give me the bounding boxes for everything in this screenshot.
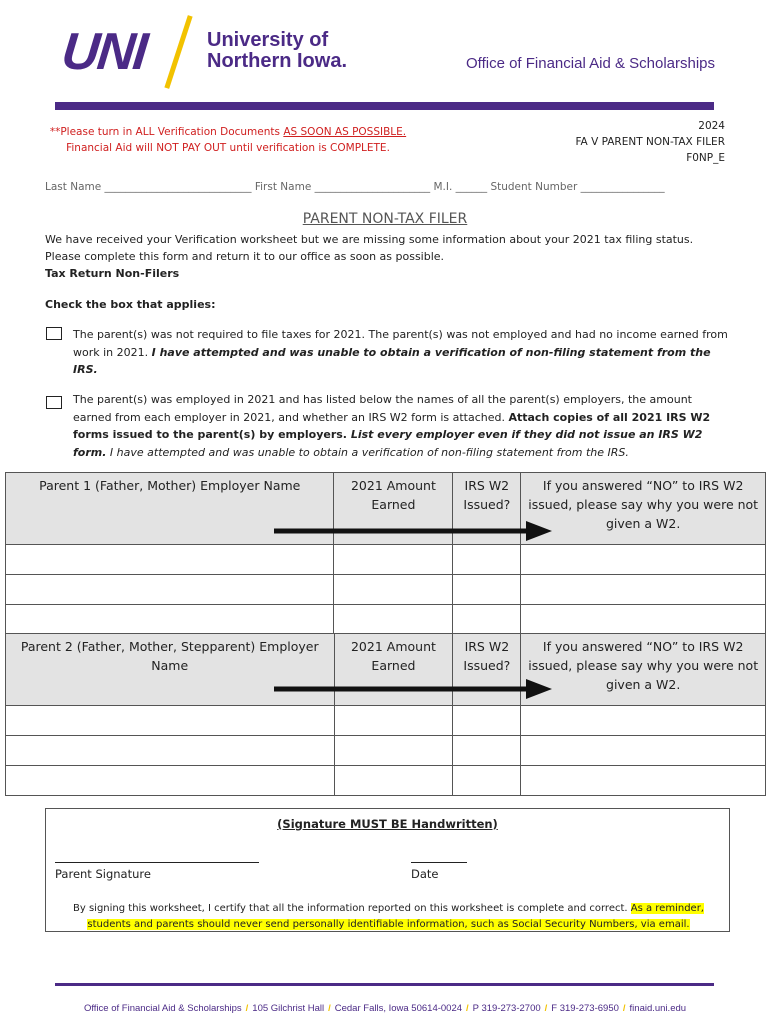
option2-main: The parent(s) was employed in 2021 and has listed below the names of all the parent(s) employers, the amount earned from each employer in 2021, and whether an IRS W2 form is attached.	[73, 393, 692, 424]
footer-phone: P 319-273-2700	[472, 1003, 541, 1014]
reminder-highlight-1: As a reminder,	[630, 903, 704, 914]
parent2-amount-cell[interactable]	[334, 706, 453, 736]
form-year: 2024	[698, 120, 725, 132]
footer-separator: /	[245, 1003, 249, 1014]
certification-statement	[56, 901, 721, 932]
parent2-w2-cell[interactable]	[453, 766, 521, 796]
parent2-employer-cell[interactable]	[6, 766, 335, 796]
table-row	[6, 736, 766, 766]
table-row	[6, 605, 766, 635]
option2-checkbox[interactable]	[46, 396, 62, 409]
footer-separator: /	[328, 1003, 331, 1014]
option1-text	[73, 326, 733, 379]
warning-prefix: **Please turn in ALL Verification Documents	[49, 126, 284, 138]
parent2-col-w2: IRS W2 Issued?	[453, 634, 521, 706]
parent1-reason-cell[interactable]	[521, 575, 766, 605]
parent2-employer-cell[interactable]	[6, 736, 335, 766]
header-divider-bar	[55, 102, 714, 110]
parent1-amount-cell[interactable]	[334, 545, 453, 575]
university-name-line1: University of	[207, 29, 329, 51]
footer-address: 105 Gilchrist Hall	[252, 1003, 325, 1014]
parent1-reason-cell[interactable]	[521, 605, 766, 635]
parent1-col-reason: If you answered “NO” to IRS W2 issued, please say why you were not given a W2.	[521, 473, 766, 545]
footer-separator: /	[622, 1003, 626, 1014]
option1-main: The parent(s) was not required to file taxes for 2021. The parent(s) was not employed and had no income earned from work in 2021.	[73, 328, 728, 359]
date-label: Date	[411, 867, 439, 881]
student-info-fields[interactable]: Last Name ____________________________ First Name ______________________ M.I. ______ Student Number ________________	[45, 181, 665, 193]
parent2-employer-cell[interactable]	[6, 706, 335, 736]
form-code: F0NP_E	[686, 152, 725, 164]
parent1-w2-cell[interactable]	[453, 545, 521, 575]
page-title: PARENT NON-TAX FILER	[302, 211, 468, 227]
parent2-col-employer: Parent 2 (Father, Mother, Stepparent) Employer Name	[6, 634, 335, 706]
parent-signature-line[interactable]	[55, 861, 259, 863]
parent2-reason-cell[interactable]	[521, 706, 766, 736]
parent1-amount-cell[interactable]	[334, 605, 453, 635]
parent1-employer-cell[interactable]	[6, 545, 334, 575]
parent2-reason-cell[interactable]	[521, 736, 766, 766]
table-row	[6, 575, 766, 605]
warning-line2: Financial Aid will NOT PAY OUT until verification is COMPLETE.	[66, 142, 390, 154]
reminder-highlight-2: students and parents should never send personally identifiable information, such as Social Security Numbers, via email.	[87, 918, 690, 930]
footer-city: Cedar Falls, Iowa 50614-0024	[334, 1003, 463, 1014]
option1-checkbox[interactable]	[46, 327, 62, 340]
office-title: Office of Financial Aid & Scholarships	[466, 55, 716, 72]
parent1-employer-cell[interactable]	[6, 575, 334, 605]
table-row	[6, 545, 766, 575]
parent1-w2-cell[interactable]	[453, 575, 521, 605]
parent2-employer-table	[5, 633, 766, 796]
university-name	[207, 30, 347, 72]
university-name-line2: Northern Iowa.	[207, 50, 348, 72]
table-row	[6, 766, 766, 796]
parent1-employer-cell[interactable]	[6, 605, 334, 635]
form-name: FA V PARENT NON-TAX FILER	[575, 136, 725, 148]
parent2-col-amount: 2021 Amount Earned	[334, 634, 453, 706]
signature-box	[45, 808, 730, 932]
footer-office: Office of Financial Aid & Scholarships	[83, 1003, 242, 1014]
footer-contact	[0, 1003, 770, 1014]
option1-emphasis: I have attempted and was unable to obtain a verification of non-filing statement from the IRS.	[73, 345, 711, 376]
parent1-col-amount: 2021 Amount Earned	[334, 473, 453, 545]
parent1-w2-cell[interactable]	[453, 605, 521, 635]
parent1-col-w2: IRS W2 Issued?	[453, 473, 521, 545]
parent1-col-employer: Parent 1 (Father, Mother) Employer Name	[6, 473, 334, 545]
parent2-w2-cell[interactable]	[453, 706, 521, 736]
parent2-amount-cell[interactable]	[334, 736, 453, 766]
parent2-col-reason: If you answered “NO” to IRS W2 issued, please say why you were not given a W2.	[521, 634, 766, 706]
footer-fax: F 319-273-6950	[551, 1003, 619, 1014]
warning-emphasis: AS SOON AS POSSIBLE.	[283, 126, 407, 138]
parent2-amount-cell[interactable]	[334, 766, 453, 796]
check-heading: Check the box that applies:	[45, 298, 216, 311]
verification-warning	[38, 124, 418, 156]
logo-divider-slash	[164, 15, 192, 89]
parent1-reason-cell[interactable]	[521, 545, 766, 575]
footer-website-link[interactable]: finaid.uni.edu	[629, 1003, 687, 1014]
table-row	[6, 706, 766, 736]
intro-line2: Please complete this form and return it to our office as soon as possible.	[45, 250, 445, 263]
footer-separator: /	[466, 1003, 469, 1014]
footer-separator: /	[544, 1003, 548, 1014]
signature-title: (Signature MUST BE Handwritten)	[277, 817, 498, 831]
certification-text: By signing this worksheet, I certify that all the information reported on this worksheet is complete and correct.	[73, 903, 631, 914]
non-filers-heading: Tax Return Non-Filers	[45, 267, 180, 280]
footer-divider-bar	[55, 983, 714, 986]
parent1-employer-table	[5, 472, 766, 635]
parent2-w2-cell[interactable]	[453, 736, 521, 766]
parent2-reason-cell[interactable]	[521, 766, 766, 796]
option2-bold: Attach copies of all 2021 IRS W2 forms issued to the parent(s) by employers.	[73, 410, 711, 441]
parent-signature-label: Parent Signature	[55, 867, 151, 881]
option2-emphasis: List every employer even if they did not issue an IRS W2 form.	[73, 428, 703, 459]
parent1-amount-cell[interactable]	[334, 575, 453, 605]
option2-tail: I have attempted and was unable to obtain a verification of non-filing statement from the IRS.	[106, 445, 629, 459]
intro-line1: We have received your Verification worksheet but we are missing some information about your 2021 tax filing status.	[45, 233, 694, 246]
date-line[interactable]	[411, 861, 467, 863]
option2-text	[73, 391, 733, 461]
uni-logo-mark: UNI	[58, 23, 149, 81]
form-identifier	[525, 118, 725, 166]
